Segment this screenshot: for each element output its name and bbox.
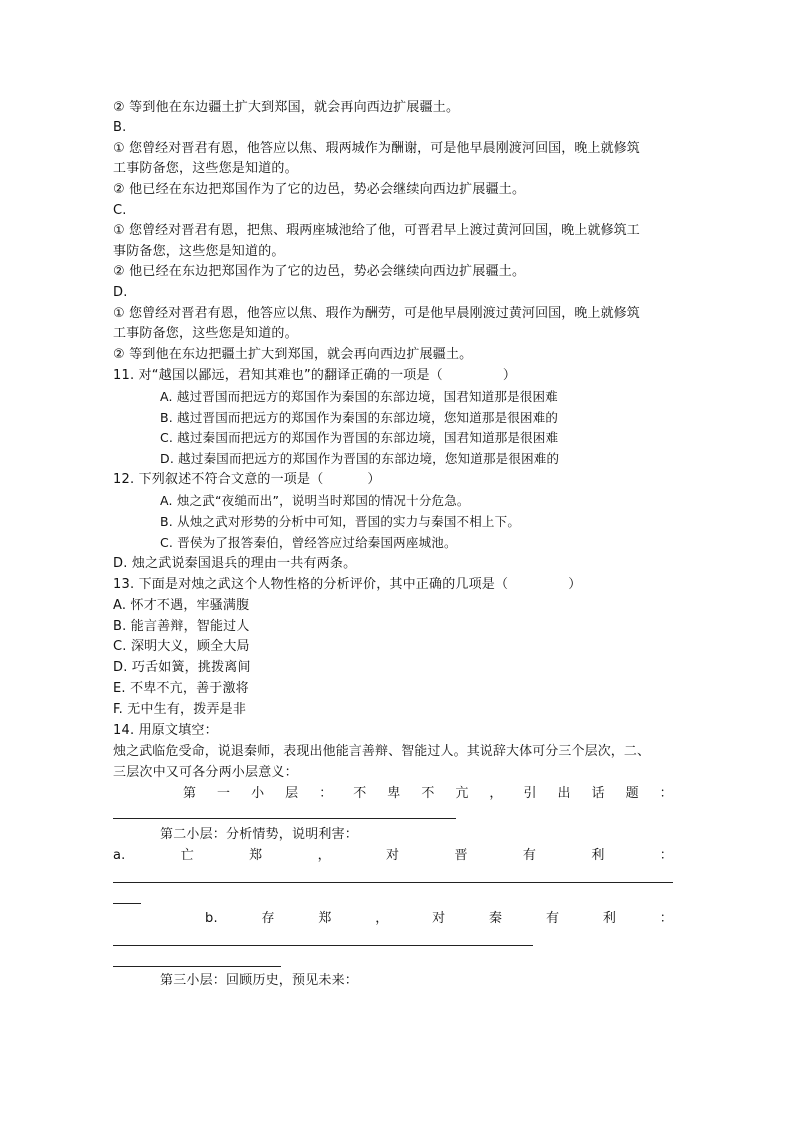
option-text-line: ② 他已经在东边把郑国作为了它的边邑，势必会继续向西边扩展疆土。 <box>113 182 526 197</box>
question-12-option-c: C. 晋侯为了报答秦伯，曾经答应过给秦国两座城池。 <box>160 535 457 550</box>
option-text-line: ② 等到他在东边把疆土扩大到郑国，就会再向西边扩展疆土。 <box>113 347 473 362</box>
option-label-c: C. <box>113 203 127 218</box>
question-14-intro: 烛之武临危受命，说退秦师，表现出他能言善辩、智能过人。其说辞大体可分三个层次，二、 <box>113 744 651 759</box>
question-11-option-a: A. 越过晋国而把远方的郑国作为秦国的东部边境，国君知道那是很困难 <box>160 389 558 404</box>
question-12-option-b: B. 从烛之武对形势的分析中可知，晋国的实力与秦国不相上下。 <box>160 514 521 529</box>
question-14-intro: 三层次中又可各分两小层意义： <box>113 765 298 780</box>
fill-in-blank-line[interactable] <box>113 945 533 946</box>
layer-3-title: 第三小层：回顾历史，预见未来： <box>160 973 359 988</box>
option-text-line: 工事防备您，这些您是知道的。 <box>113 326 298 341</box>
question-13-stem: 13. 下面是对烛之武这个人物性格的分析评价，其中正确的几项是（ ） <box>113 577 582 592</box>
fill-in-blank-line[interactable] <box>113 966 281 967</box>
question-13-option-c: C. 深明大义，顾全大局 <box>113 639 250 654</box>
fill-in-blank-line[interactable] <box>113 818 456 819</box>
option-text-line: ② 等到他在东边疆土扩大到郑国，就会再向西边扩展疆土。 <box>113 100 460 115</box>
question-13-option-f: F. 无中生有，拨弄是非 <box>113 702 247 717</box>
option-text-line: 工事防备您，这些您是知道的。 <box>113 161 298 176</box>
layer-2a-line: a. 亡 郑 ， 对 晋 有 利 ： <box>113 848 673 863</box>
fill-in-blank-line[interactable] <box>113 903 141 904</box>
question-14-title: 14. 用原文填空： <box>113 723 218 738</box>
option-label-b: B. <box>113 120 127 135</box>
option-text-line: ② 他已经在东边把郑国作为了它的边邑，势必会继续向西边扩展疆土。 <box>113 264 526 279</box>
question-12-option-d: D. 烛之武说秦国退兵的理由一共有两条。 <box>113 556 357 571</box>
question-12-option-a: A. 烛之武“夜缒而出”，说明当时郑国的情况十分危急。 <box>160 493 470 508</box>
option-text-line: ① 您曾经对晋君有恩，他答应以焦、瑕作为酬劳，可是他早晨刚渡过黄河回国，晚上就修筑 <box>113 306 640 321</box>
question-12-stem: 12. 下列叙述不符合文意的一项是（ ） <box>113 472 381 487</box>
layer-2-title: 第二小层：分析情势，说明利害： <box>160 827 359 842</box>
question-11-option-d: D. 越过秦国而把远方的郑国作为晋国的东部边境，您知道那是很困难的 <box>160 451 560 466</box>
question-13-option-e: E. 不卑不亢，善于激将 <box>113 681 249 696</box>
layer-2b-line: b. 存 郑 ， 对 秦 有 利 ： <box>205 911 673 926</box>
question-13-option-b: B. 能言善辩，智能过人 <box>113 619 250 634</box>
option-text-line: ① 您曾经对晋君有恩，把焦、瑕两座城池给了他，可晋君早上渡过黄河回国，晚上就修筑工 <box>113 223 640 238</box>
option-text-line: 事防备您，这些您是知道的。 <box>113 244 285 259</box>
question-13-option-a: A. 怀才不遇，牢骚满腹 <box>113 598 250 613</box>
question-11-option-c: C. 越过秦国而把远方的郑国作为晋国的东部边境，国君知道那是很困难 <box>160 430 559 445</box>
fill-in-blank-line[interactable] <box>113 882 673 883</box>
question-13-option-d: D. 巧舌如簧，挑拨离间 <box>113 660 251 675</box>
question-11-stem: 11. 对“越国以鄙远，君知其难也”的翻译正确的一项是（ ） <box>113 368 517 383</box>
option-text-line: ① 您曾经对晋君有恩，他答应以焦、瑕两城作为酬谢，可是他早晨刚渡河回国，晚上就修筑 <box>113 141 640 156</box>
layer-1-line: 第 一 小 层 ： 不 卑 不 亢 ， 引 出 话 题 ： <box>183 786 673 801</box>
question-11-option-b: B. 越过晋国而把远方的郑国作为秦国的东部边境，您知道那是很困难的 <box>160 410 559 425</box>
option-label-d: D. <box>113 285 128 300</box>
